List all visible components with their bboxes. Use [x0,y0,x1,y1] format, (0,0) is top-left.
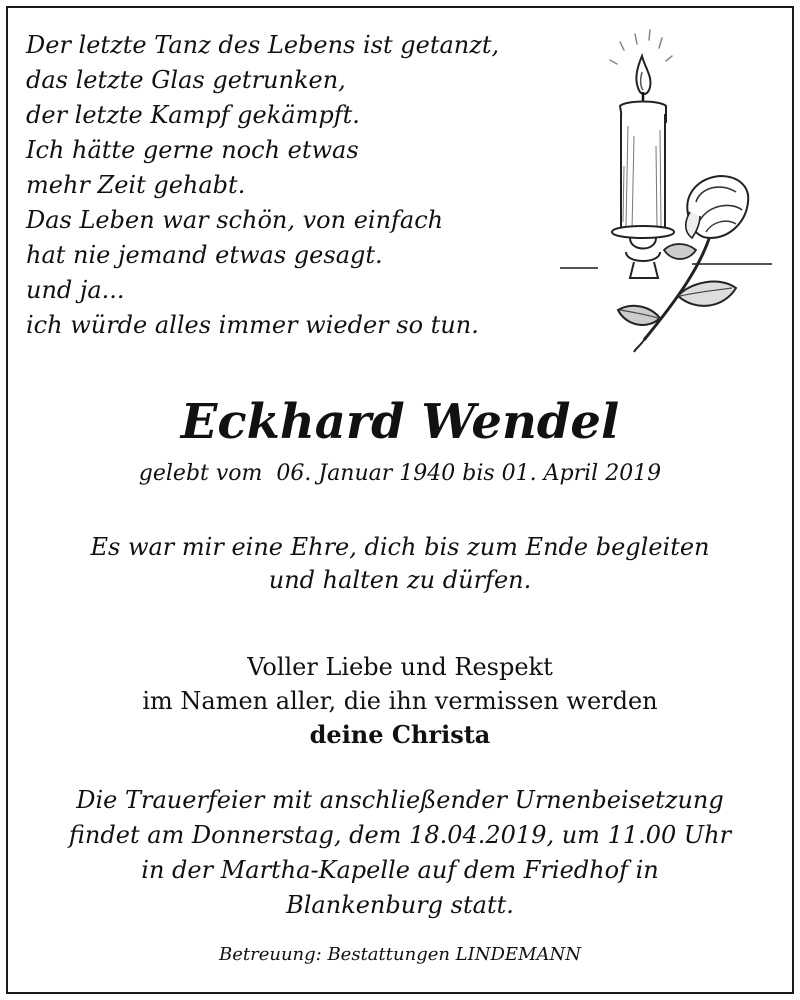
poem-line: der letzte Kampf gekämpft. [26,101,360,129]
signer-name: deine Christa [309,720,491,749]
signoff-line: Voller Liebe und Respekt [247,653,553,681]
poem-line: Ich hätte gerne noch etwas [26,136,359,164]
undertaker-credit: Betreuung: Bestattungen LINDEMANN [219,944,581,965]
poem-line: und ja... [26,276,125,304]
quote-line: und halten zu dürfen. [268,566,532,594]
quote-line: Es war mir eine Ehre, dich bis zum Ende begleiten [90,533,710,561]
signoff [0,650,800,752]
ceremony-line: in der Martha-Kapelle auf dem Friedhof in [141,856,659,884]
poem-line: Der letzte Tanz des Lebens ist getanzt, [26,31,500,59]
poem-line: hat nie jemand etwas gesagt. [26,241,383,269]
life-dates: gelebt vom 06. Januar 1940 bis 01. April 2019 [138,461,662,486]
candle-with-rose-icon [560,26,780,356]
deceased-name: Eckhard Wendel [180,394,620,450]
poem-line: das letzte Glas getrunken, [26,66,346,94]
poem-line: ich würde alles immer wieder so tun. [26,311,479,339]
poem-line: Das Leben war schön, von einfach [26,206,444,234]
signoff-line: im Namen aller, die ihn vermissen werden [142,687,658,715]
ceremony-line: findet am Donnerstag, dem 18.04.2019, um 11.00 Uhr [68,821,732,849]
poem-line: mehr Zeit gehabt. [26,171,246,199]
poem [26,28,586,343]
ceremony-line: Die Trauerfeier mit anschließender Urnenbeisetzung [76,786,724,814]
farewell-quote [0,531,800,597]
ceremony-line: Blankenburg statt. [286,891,514,919]
ceremony-notice [0,783,800,923]
